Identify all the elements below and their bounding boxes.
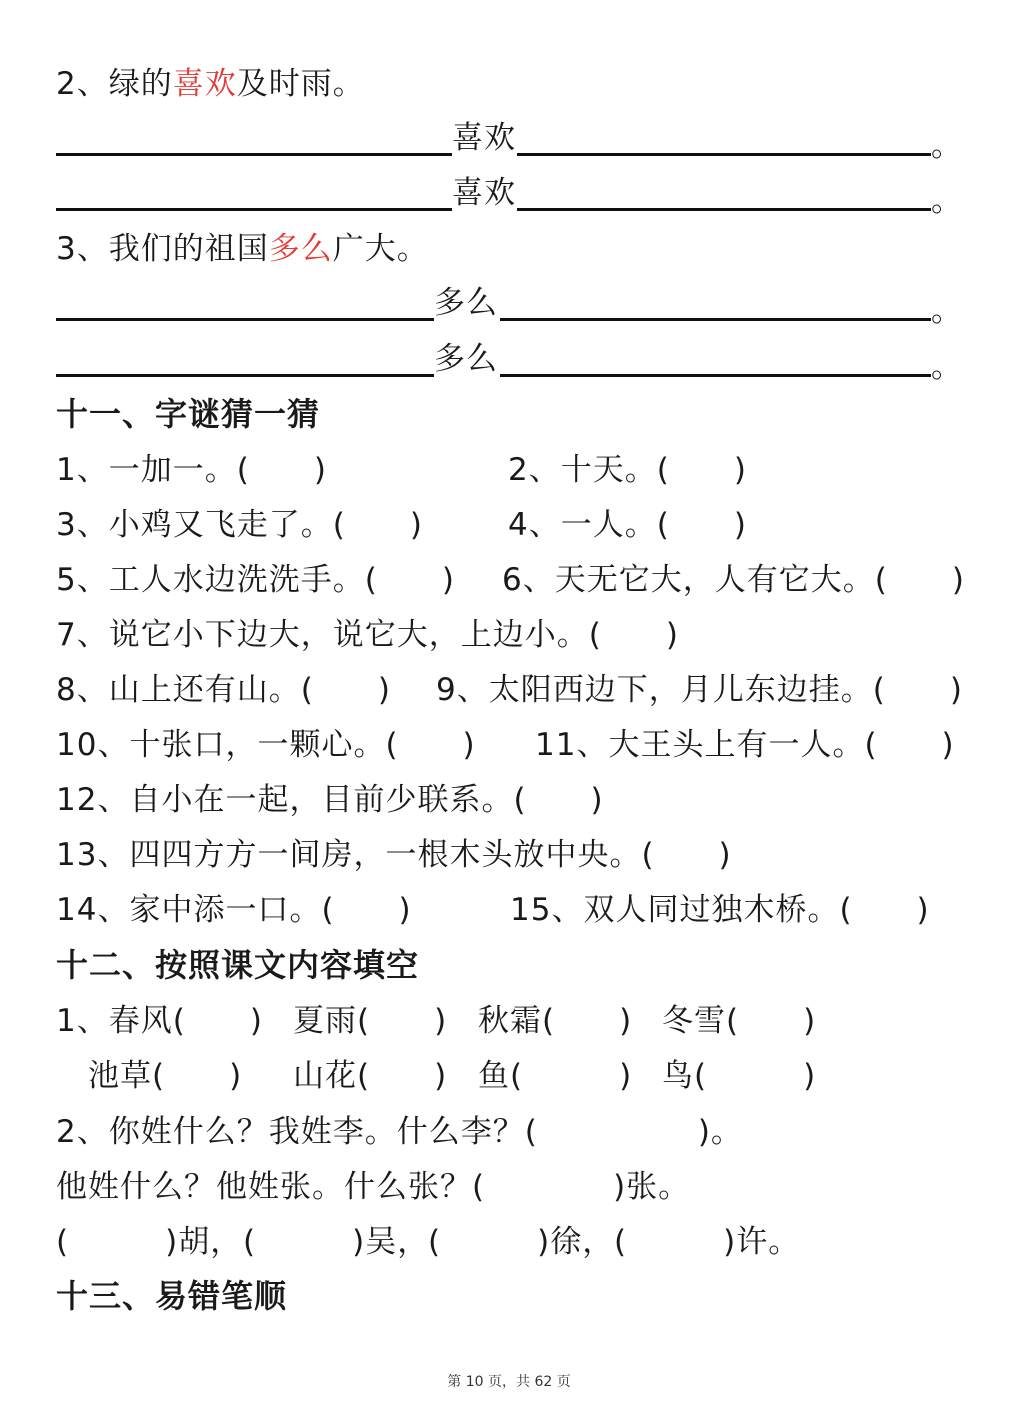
fill-item: ( )许。: [614, 1224, 801, 1260]
riddle-item: 8、山上还有山。( ): [56, 672, 391, 708]
riddle-item: 12、自小在一起，目前少联系。( ): [56, 782, 604, 818]
fill-item: 冬雪( ): [662, 1003, 817, 1039]
fill-item: ( )吴，: [243, 1224, 430, 1260]
fill-item: ( )胡，: [56, 1224, 243, 1260]
blank-word-label: 喜欢: [452, 175, 516, 211]
period-mark: 。: [931, 349, 963, 385]
period-mark: 。: [931, 183, 963, 219]
fill-item: 池草( ): [88, 1058, 243, 1094]
question-2-prefix: 2、绿的: [56, 66, 173, 102]
question-2-suffix: 及时雨。: [236, 66, 365, 102]
period-mark: 。: [931, 293, 963, 329]
section-13-title: 十三、易错笔顺: [56, 1277, 288, 1315]
riddle-item: 5、工人水边洗洗手。( ): [56, 562, 455, 598]
question-2-keyword: 喜欢: [172, 66, 237, 102]
riddle-item: 4、一人。( ): [508, 507, 747, 543]
section-12-title: 十二、按照课文内容填空: [56, 946, 420, 984]
answer-blank-line[interactable]: [500, 318, 931, 321]
answer-blank-line[interactable]: [56, 208, 452, 211]
question-3-text: [56, 229, 429, 269]
riddle-item: 2、十天。( ): [508, 452, 747, 488]
fill-item: 秋霜( ): [478, 1003, 633, 1039]
riddle-item: 10、十张口，一颗心。( ): [56, 727, 476, 763]
riddle-item: 14、家中添一口。( ): [56, 892, 412, 928]
riddle-item: 13、四四方方一间房，一根木头放中央。( ): [56, 837, 732, 873]
riddle-item: 9、太阳西边下，月儿东边挂。( ): [436, 672, 963, 708]
answer-blank-line[interactable]: [517, 208, 931, 211]
fill-item: 1、春风( ): [56, 1003, 263, 1039]
riddle-item: 3、小鸡又飞走了。( ): [56, 507, 423, 543]
fill-item: 鸟( ): [662, 1058, 817, 1094]
riddle-item: 1、一加一。( ): [56, 452, 327, 488]
riddle-item: 7、说它小下边大，说它大，上边小。( ): [56, 617, 679, 653]
riddle-item: 6、天无它大，人有它大。( ): [502, 562, 965, 598]
answer-blank-line[interactable]: [500, 374, 931, 377]
period-mark: 。: [931, 128, 963, 164]
answer-blank-line[interactable]: [56, 374, 434, 377]
answer-blank-line[interactable]: [517, 153, 931, 156]
question-3-keyword: 多么: [268, 231, 333, 267]
fill-item: 他姓什么？他姓张。什么张？( )张。: [56, 1169, 691, 1205]
blank-word-label: 多么: [434, 341, 498, 377]
question-3-suffix: 广大。: [332, 231, 429, 267]
blank-word-label: 喜欢: [452, 120, 516, 156]
question-2-text: [56, 64, 365, 104]
section-11-title: 十一、字谜猜一猜: [56, 395, 321, 433]
answer-blank-line[interactable]: [56, 153, 452, 156]
question-3-prefix: 3、我们的祖国: [56, 231, 269, 267]
fill-item: 夏雨( ): [293, 1003, 448, 1039]
riddle-item: 15、双人同过独木桥。( ): [510, 892, 930, 928]
riddle-item: 11、大王头上有一人。( ): [535, 727, 955, 763]
fill-item: 2、你姓什么？我姓李。什么李？( )。: [56, 1114, 743, 1150]
answer-blank-line[interactable]: [56, 318, 434, 321]
fill-item: ( )徐，: [428, 1224, 615, 1260]
blank-word-label: 多么: [434, 285, 498, 321]
fill-item: 鱼( ): [478, 1058, 633, 1094]
page-footer: 第 10 页，共 62 页: [447, 1374, 571, 1390]
fill-item: 山花( ): [293, 1058, 448, 1094]
